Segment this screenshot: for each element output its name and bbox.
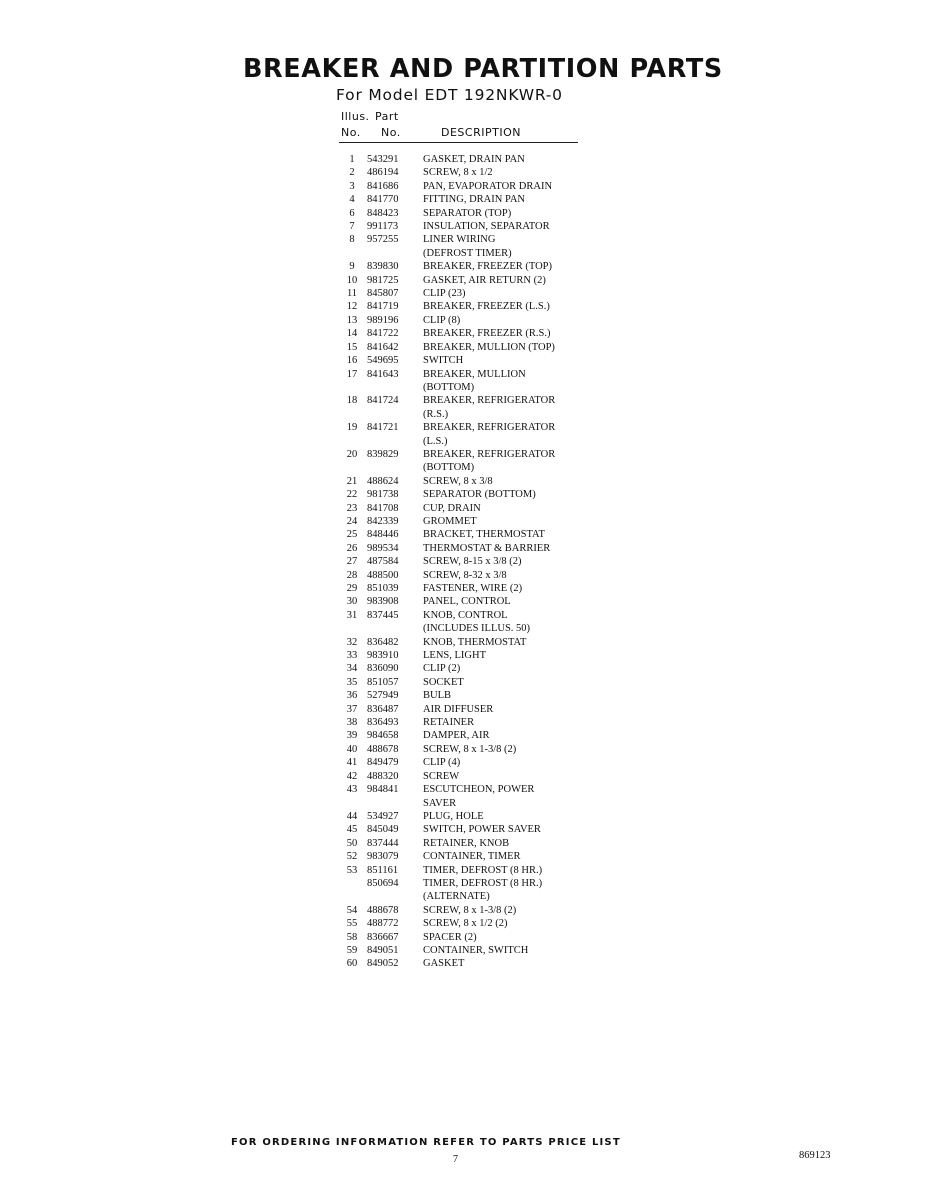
part-description: [423, 944, 600, 957]
table-row: [340, 528, 600, 541]
part-description: [423, 502, 600, 515]
description-line: SCREW, 8 x 1/2: [423, 167, 493, 179]
description-line: CLIP (2): [423, 663, 461, 675]
table-row: [340, 314, 600, 327]
table-row: [340, 957, 600, 970]
column-header-illus: Illus.: [341, 110, 370, 123]
illus-number: 40: [346, 743, 358, 755]
part-description: [423, 770, 600, 783]
part-description: [423, 180, 600, 193]
illus-number: 21: [346, 475, 358, 487]
table-row: [340, 770, 600, 783]
table-row: [340, 931, 600, 944]
illus-number: 37: [346, 703, 358, 715]
part-description: [423, 475, 600, 488]
illus-number: 44: [346, 810, 358, 822]
part-number: 836090: [367, 663, 399, 675]
description-line: SWITCH: [423, 355, 464, 367]
part-number: 488500: [367, 569, 399, 581]
description-line: LINER WIRING: [423, 234, 496, 246]
illus-number: 2: [349, 167, 355, 179]
table-row: [340, 193, 600, 206]
page-number: 7: [453, 1154, 458, 1165]
part-number: 849052: [367, 958, 399, 970]
description-line: (ALTERNATE): [423, 891, 490, 903]
illus-number: 10: [346, 274, 358, 286]
description-line: SWITCH, POWER SAVER: [423, 824, 541, 836]
column-header-part-no: No.: [381, 126, 401, 139]
table-row: [340, 327, 600, 340]
table-row: [340, 864, 600, 877]
table-row: [340, 877, 600, 904]
description-line: BREAKER, REFRIGERATOR: [423, 448, 556, 460]
illus-number: 45: [346, 824, 358, 836]
table-row: [340, 555, 600, 568]
table-row: [340, 823, 600, 836]
part-description: [423, 327, 600, 340]
part-description: [423, 166, 600, 179]
illus-number: 29: [346, 583, 358, 594]
part-number: 851039: [367, 583, 399, 594]
part-description: [423, 743, 600, 756]
table-row: [340, 703, 600, 716]
description-line: (DEFROST TIMER): [423, 247, 512, 259]
part-number: 957255: [367, 234, 399, 246]
part-number: 527949: [367, 690, 399, 702]
table-row: [340, 904, 600, 917]
description-line: CONTAINER, SWITCH: [423, 944, 529, 956]
table-row: [340, 636, 600, 649]
illus-number: 42: [346, 770, 358, 782]
illus-number: 19: [346, 422, 358, 434]
part-number: 841770: [367, 194, 399, 206]
illus-number: 8: [349, 234, 355, 246]
description-line: BRACKET, THERMOSTAT: [423, 529, 545, 541]
description-line: DAMPER, AIR: [423, 730, 490, 742]
document-number: 869123: [799, 1150, 831, 1161]
table-row: [340, 810, 600, 823]
part-description: [423, 153, 600, 166]
description-line: CLIP (4): [423, 757, 461, 769]
illus-number: 50: [346, 837, 358, 849]
part-description: [423, 850, 600, 863]
part-description: [423, 676, 600, 689]
part-description: [423, 555, 600, 568]
table-row: [340, 783, 600, 810]
description-line: SCREW, 8 x 3/8: [423, 475, 493, 487]
description-line: BREAKER, REFRIGERATOR: [423, 422, 556, 434]
illus-number: 34: [346, 663, 358, 675]
illus-number: 11: [346, 288, 358, 300]
description-line: FITTING, DRAIN PAN: [423, 194, 525, 206]
illus-number: 53: [346, 864, 358, 876]
illus-number: 9: [349, 261, 355, 273]
part-description: [423, 542, 600, 555]
part-number: 989534: [367, 542, 399, 554]
description-line: BREAKER, FREEZER (R.S.): [423, 328, 551, 340]
table-row: [340, 180, 600, 193]
description-line: (BOTTOM): [423, 381, 475, 393]
description-line: SCREW, 8 x 1/2 (2): [423, 918, 508, 930]
illus-number: 15: [346, 341, 358, 353]
table-row: [340, 166, 600, 179]
part-description: [423, 260, 600, 273]
part-number: 851057: [367, 676, 399, 688]
table-row: [340, 850, 600, 863]
table-row: [340, 300, 600, 313]
description-line: GASKET: [423, 958, 465, 970]
table-row: [340, 676, 600, 689]
table-row: [340, 917, 600, 930]
description-line: (INCLUDES ILLUS. 50): [423, 623, 531, 635]
description-line: BREAKER, FREEZER (TOP): [423, 261, 553, 273]
illus-number: 7: [349, 221, 355, 233]
illus-number: 16: [346, 355, 358, 367]
table-row: [340, 716, 600, 729]
illus-number: 20: [346, 448, 358, 460]
part-number: 984658: [367, 730, 399, 742]
description-line: KNOB, CONTROL: [423, 609, 508, 621]
illus-number: 6: [349, 207, 355, 219]
description-line: SPACER (2): [423, 931, 477, 943]
part-number: 841719: [367, 301, 399, 313]
parts-table: [340, 153, 600, 971]
description-line: PAN, EVAPORATOR DRAIN: [423, 180, 553, 192]
part-number: 989196: [367, 314, 399, 326]
illus-number: 39: [346, 730, 358, 742]
illus-number: 58: [346, 931, 358, 943]
ordering-note: FOR ORDERING INFORMATION REFER TO PARTS PRICE LIST: [231, 1137, 621, 1148]
description-line: SAVER: [423, 797, 457, 809]
illus-number: 27: [346, 556, 358, 568]
illus-number: 24: [346, 515, 358, 527]
illus-number: 38: [346, 717, 358, 729]
table-row: [340, 582, 600, 595]
description-line: FASTENER, WIRE (2): [423, 583, 523, 594]
illus-number: 41: [346, 757, 358, 769]
part-description: [423, 274, 600, 287]
description-line: TIMER, DEFROST (8 HR.): [423, 877, 543, 889]
description-line: RETAINER, KNOB: [423, 837, 510, 849]
part-description: [423, 957, 600, 970]
description-line: (L.S.): [423, 435, 448, 447]
part-description: [423, 864, 600, 877]
illus-number: 60: [346, 958, 358, 970]
part-number: 487584: [367, 556, 399, 568]
illus-number: 35: [346, 676, 358, 688]
part-number: 841708: [367, 502, 399, 514]
description-line: GASKET, AIR RETURN (2): [423, 274, 546, 286]
description-line: GASKET, DRAIN PAN: [423, 154, 525, 165]
illus-number: 3: [349, 180, 355, 192]
part-description: [423, 689, 600, 702]
part-number: 841721: [367, 422, 399, 434]
part-description: [423, 823, 600, 836]
table-row: [340, 354, 600, 367]
part-description: [423, 595, 600, 608]
table-row: [340, 368, 600, 395]
illus-number: 59: [346, 944, 358, 956]
description-line: LENS, LIGHT: [423, 650, 486, 662]
part-description: [423, 394, 600, 421]
part-number: 549695: [367, 355, 399, 367]
description-line: SEPARATOR (BOTTOM): [423, 489, 536, 501]
part-number: 836667: [367, 931, 399, 943]
illus-number: 54: [346, 904, 358, 916]
illus-number: 14: [346, 328, 358, 340]
table-row: [340, 662, 600, 675]
table-row: [340, 743, 600, 756]
description-line: BREAKER, REFRIGERATOR: [423, 395, 556, 407]
description-line: SEPARATOR (TOP): [423, 207, 512, 219]
description-line: SCREW, 8-15 x 3/8 (2): [423, 556, 522, 568]
part-number: 983910: [367, 650, 399, 662]
column-header-description: DESCRIPTION: [441, 126, 521, 139]
part-description: [423, 448, 600, 475]
part-number: 845807: [367, 288, 399, 300]
part-description: [423, 877, 600, 904]
part-number: 981725: [367, 274, 399, 286]
description-line: SCREW, 8-32 x 3/8: [423, 569, 507, 581]
page-title: BREAKER AND PARTITION PARTS: [243, 54, 723, 84]
table-row: [340, 569, 600, 582]
part-number: 841686: [367, 180, 399, 192]
part-number: 983908: [367, 596, 399, 608]
part-number: 486194: [367, 167, 399, 179]
part-number: 849051: [367, 944, 399, 956]
table-row: [340, 837, 600, 850]
part-description: [423, 528, 600, 541]
illus-number: 52: [346, 851, 358, 863]
description-line: SOCKET: [423, 676, 464, 688]
description-line: BULB: [423, 690, 452, 702]
part-number: 837444: [367, 837, 399, 849]
illus-number: 4: [349, 194, 355, 206]
description-line: CLIP (8): [423, 314, 461, 326]
part-description: [423, 488, 600, 501]
part-description: [423, 569, 600, 582]
illus-number: 23: [346, 502, 358, 514]
part-number: 841724: [367, 395, 399, 407]
part-number: 983079: [367, 851, 399, 863]
part-description: [423, 904, 600, 917]
part-number: 845049: [367, 824, 399, 836]
table-row: [340, 729, 600, 742]
part-number: 836487: [367, 703, 399, 715]
description-line: TIMER, DEFROST (8 HR.): [423, 864, 543, 876]
part-number: 981738: [367, 489, 399, 501]
table-row: [340, 260, 600, 273]
table-row: [340, 515, 600, 528]
illus-number: 1: [349, 154, 355, 165]
illus-number: 13: [346, 314, 358, 326]
part-number: 488320: [367, 770, 399, 782]
table-row: [340, 475, 600, 488]
header-rule: [339, 142, 578, 143]
description-line: INSULATION, SEPARATOR: [423, 221, 550, 233]
description-line: CONTAINER, TIMER: [423, 851, 521, 863]
description-line: PLUG, HOLE: [423, 810, 484, 822]
description-line: CLIP (23): [423, 288, 466, 300]
illus-number: 43: [346, 784, 358, 796]
part-number: 839830: [367, 261, 399, 273]
part-description: [423, 756, 600, 769]
description-line: ESCUTCHEON, POWER: [423, 784, 535, 796]
part-number: 848423: [367, 207, 399, 219]
part-description: [423, 609, 600, 636]
table-row: [340, 944, 600, 957]
part-number: 991173: [367, 221, 399, 233]
description-line: BREAKER, MULLION (TOP): [423, 341, 555, 353]
part-description: [423, 287, 600, 300]
description-line: SCREW, 8 x 1-3/8 (2): [423, 743, 517, 755]
table-row: [340, 448, 600, 475]
part-number: 848446: [367, 529, 399, 541]
table-row: [340, 488, 600, 501]
part-number: 841642: [367, 341, 399, 353]
description-line: KNOB, THERMOSTAT: [423, 636, 527, 648]
description-line: SCREW, 8 x 1-3/8 (2): [423, 904, 517, 916]
table-row: [340, 233, 600, 260]
illus-number: 28: [346, 569, 358, 581]
illus-number: 18: [346, 395, 358, 407]
part-number: 534927: [367, 810, 399, 822]
illus-number: 32: [346, 636, 358, 648]
part-description: [423, 917, 600, 930]
illus-number: 31: [346, 609, 358, 621]
table-row: [340, 274, 600, 287]
table-row: [340, 421, 600, 448]
part-description: [423, 716, 600, 729]
table-row: [340, 502, 600, 515]
part-number: 850694: [367, 877, 399, 889]
description-line: (BOTTOM): [423, 462, 475, 474]
description-line: RETAINER: [423, 717, 475, 729]
part-description: [423, 703, 600, 716]
part-number: 984841: [367, 784, 399, 796]
part-number: 841722: [367, 328, 399, 340]
table-row: [340, 207, 600, 220]
illus-number: 33: [346, 650, 358, 662]
table-row: [340, 394, 600, 421]
part-number: 488772: [367, 918, 399, 930]
part-description: [423, 515, 600, 528]
part-description: [423, 314, 600, 327]
part-description: [423, 649, 600, 662]
table-row: [340, 542, 600, 555]
part-description: [423, 207, 600, 220]
part-description: [423, 233, 600, 260]
part-number: 836482: [367, 636, 399, 648]
part-description: [423, 220, 600, 233]
part-description: [423, 931, 600, 944]
table-row: [340, 220, 600, 233]
part-number: 488678: [367, 743, 399, 755]
illus-number: 17: [346, 368, 358, 380]
illus-number: 36: [346, 690, 358, 702]
column-header-illus-no: No.: [341, 126, 361, 139]
model-subtitle: For Model EDT 192NKWR-0: [336, 86, 563, 104]
part-description: [423, 354, 600, 367]
illus-number: 12: [346, 301, 358, 313]
part-number: 841643: [367, 368, 399, 380]
part-number: 543291: [367, 154, 399, 165]
part-description: [423, 193, 600, 206]
illus-number: 30: [346, 596, 358, 608]
table-row: [340, 153, 600, 166]
description-line: AIR DIFFUSER: [423, 703, 494, 715]
part-description: [423, 662, 600, 675]
illus-number: 26: [346, 542, 358, 554]
description-line: BREAKER, MULLION: [423, 368, 526, 380]
part-number: 839829: [367, 448, 399, 460]
part-number: 488624: [367, 475, 399, 487]
part-description: [423, 837, 600, 850]
table-row: [340, 595, 600, 608]
description-line: (R.S.): [423, 408, 449, 420]
table-row: [340, 287, 600, 300]
part-description: [423, 810, 600, 823]
illus-number: 55: [346, 918, 358, 930]
part-number: 842339: [367, 515, 399, 527]
table-row: [340, 756, 600, 769]
part-description: [423, 636, 600, 649]
illus-number: 25: [346, 529, 358, 541]
part-description: [423, 368, 600, 395]
description-line: SCREW: [423, 770, 460, 782]
part-number: 837445: [367, 609, 399, 621]
description-line: PANEL, CONTROL: [423, 596, 511, 608]
table-row: [340, 609, 600, 636]
part-description: [423, 582, 600, 595]
part-description: [423, 729, 600, 742]
illus-number: 22: [346, 489, 358, 501]
table-row: [340, 341, 600, 354]
part-description: [423, 421, 600, 448]
part-description: [423, 783, 600, 810]
part-number: 488678: [367, 904, 399, 916]
part-number: 836493: [367, 717, 399, 729]
table-row: [340, 649, 600, 662]
description-line: GROMMET: [423, 515, 477, 527]
description-line: BREAKER, FREEZER (L.S.): [423, 301, 550, 313]
part-number: 849479: [367, 757, 399, 769]
part-number: 851161: [367, 864, 399, 876]
part-description: [423, 300, 600, 313]
description-line: CUP, DRAIN: [423, 502, 481, 514]
table-row: [340, 689, 600, 702]
part-description: [423, 341, 600, 354]
description-line: THERMOSTAT & BARRIER: [423, 542, 551, 554]
column-header-part: Part: [375, 110, 399, 123]
